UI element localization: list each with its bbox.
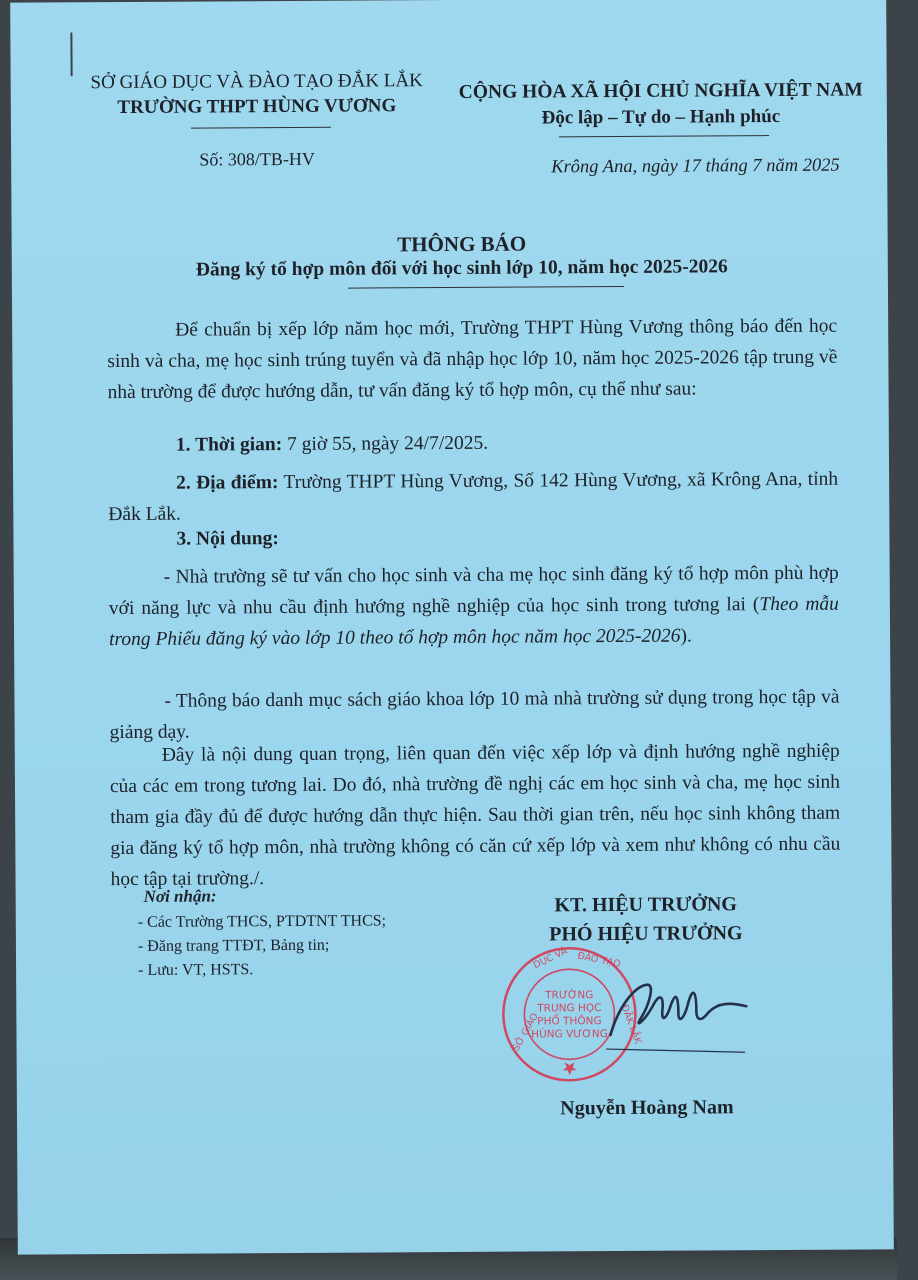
content-item-1 [109,558,840,655]
place-label: 2. Địa điểm: [176,472,279,494]
content-item-1-form-reference: Theo mẫu trong Phiếu đăng ký vào lớp 10 theo tổ hợp môn học năm học 2025-2026 [109,593,839,651]
school-name: TRƯỜNG THPT HÙNG VƯƠNG [117,95,397,119]
country-name: CỘNG HÒA XÃ HỘI CHỦ NGHĨA VIỆT NAM [458,79,863,103]
svg-text:PHỔ THÔNG: PHỔ THÔNG [537,1015,602,1028]
svg-text:SỞ GIÁO: SỞ GIÁO [510,1011,541,1054]
recipient-item: - Đăng trang TTĐT, Bảng tin; [137,936,330,955]
recipients-label: Nơi nhận: [143,886,217,906]
signatory-name: Nguyễn Hoàng Nam [560,1096,734,1120]
place-value: Trường THPT Hùng Vương, Số 142 Hùng Vương, xã Krông Ana, tỉnh Đắk Lắk. [108,468,839,526]
svg-text:ĐÀO TẠO: ĐÀO TẠO [576,950,622,971]
handwritten-signature [604,966,755,1057]
signatory-title: KT. HIỆU TRƯỞNG [554,893,737,917]
document-number: Số: 308/TB-HV [199,148,315,170]
content-item-2: - Thông báo danh mục sách giáo khoa lớp 10 mà nhà trường sử dụng trong học tập và giảng dạy. [109,686,840,744]
school-underline [191,127,331,129]
svg-text:ĐẮK LẮK: ĐẮK LẮK [618,1003,644,1046]
svg-text:TRUNG HỌC: TRUNG HỌC [537,1002,602,1015]
svg-text:TRƯỜNG: TRƯỜNG [545,989,594,1002]
svg-text:HÙNG VƯƠNG: HÙNG VƯƠNG [531,1028,608,1041]
signatory-position: PHÓ HIỆU TRƯỞNG [549,922,743,946]
time-value: 7 giờ 55, ngày 24/7/2025. [282,432,489,456]
motto-underline [559,135,769,137]
intro-paragraph: Để chuẩn bị xếp lớp năm học mới, Trường THPT Hùng Vương thông báo đến học sinh và cha, mẹ học sinh trúng tuyển và đã nhập học lớp 10, năm học 2025-2026 tập trung về nhà trường để được hướng dẫn, tư vấn đăng ký tổ hợp môn, cụ thể như sau: [107,315,838,404]
closing-paragraph: Đây là nội dung quan trọng, liên quan đến việc xếp lớp và định hướng nghề nghiệp của các em trong tương lai. Do đó, nhà trường đề nghị các em học sinh và cha, mẹ học sinh tham gia đầy đủ để được hướng dẫn thực hiện. Sau thời gian trên, nếu học sinh không tham gia đăng ký tổ hợp môn, nhà trường không có căn cứ xếp lớp và xem như không có nhu cầu học tập tại trường./. [109,740,841,891]
subtitle-underline [348,286,624,289]
content-item-1-text: - Nhà trường sẽ tư vấn cho học sinh và cha mẹ học sinh đăng ký tổ hợp môn phù hợp với năng lực và nhu cầu định hướng nghề nghiệp của học sinh trong tương lai ( [108,562,839,620]
time-paragraph [108,426,838,461]
content-item-1-end: ). [680,625,692,647]
notice-subtitle: Đăng ký tổ hợp môn đối với học sinh lớp 10, năm học 2025-2026 [195,256,728,281]
recipient-item: - Lưu: VT, HSTS. [138,961,254,979]
pen-mark [70,32,72,76]
time-label: 1. Thời gian: [175,434,283,456]
notice-title: THÔNG BÁO [397,231,527,257]
content-label: 3. Nội dung: [176,528,279,550]
issuing-department: SỞ GIÁO DỤC VÀ ĐÀO TẠO ĐẮK LẮK [90,70,423,94]
recipient-item: - Các Trường THCS, PTDTNT THCS; [137,912,387,931]
svg-text:DỤC VÀ: DỤC VÀ [531,945,570,972]
place-and-date: Krông Ana, ngày 17 tháng 7 năm 2025 [551,155,840,178]
content-heading [108,520,838,555]
document-page [10,0,894,1255]
national-motto: Độc lập – Tự do – Hạnh phúc [541,105,781,129]
